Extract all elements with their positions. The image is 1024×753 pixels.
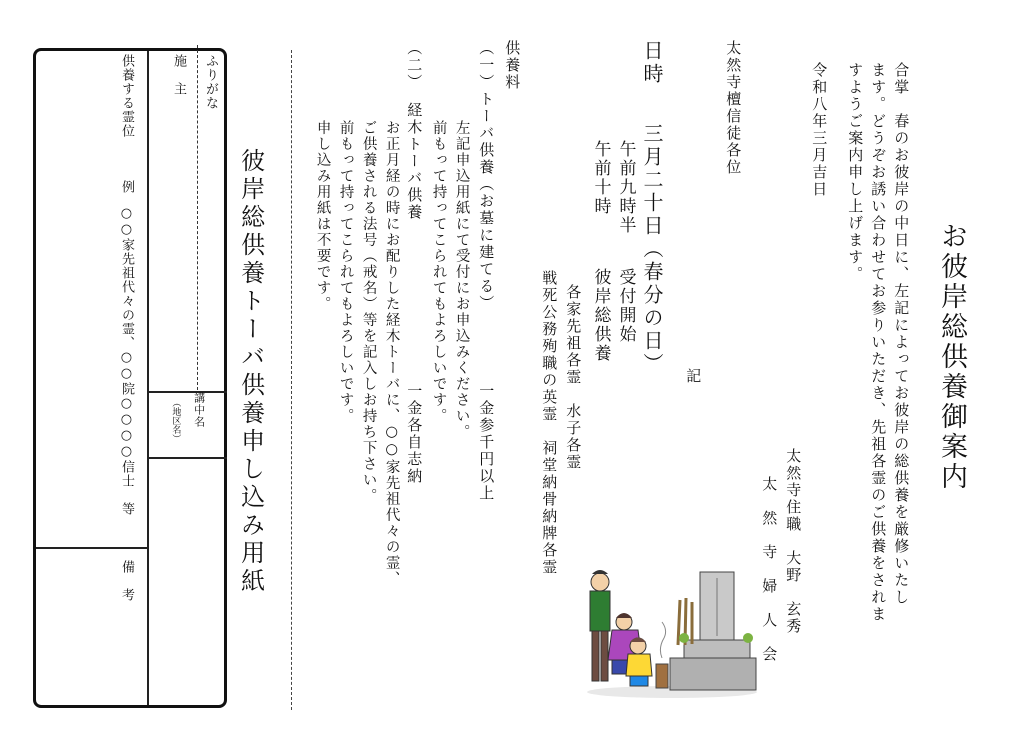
family-praying-illustration: [572, 560, 762, 700]
form-title: 彼岸総供養トーバ供養申し込み用紙: [236, 148, 265, 596]
schedule-desc-2: 彼岸総供養: [590, 268, 611, 363]
furigana-label: ふりがな: [202, 54, 218, 110]
group-name-field[interactable]: [150, 460, 190, 700]
group-name-label: 講中名: [192, 392, 206, 428]
applicant-label: 施 主: [170, 54, 186, 96]
fee-item-2-price: 一金各自志納: [405, 383, 424, 485]
example-label: 例: [118, 180, 134, 194]
signature-line: 太 然 寺 婦 人 会: [760, 476, 779, 663]
remarks-field[interactable]: [40, 560, 110, 700]
example-text: ○○家先祖代々の霊、○○院○○○○信士 等: [118, 206, 134, 516]
schedule-label: 日時: [640, 40, 664, 86]
fee-item-1-title: （一）トーバ供養（お墓に建てる）: [477, 40, 496, 312]
applicant-field[interactable]: [152, 130, 192, 380]
notice-paragraph-line: 合掌 春のお彼岸の中日に、左記によってお彼岸の総供養を厳修いたし: [892, 62, 911, 606]
fee-item-1-price: 一金参千円以上: [477, 383, 496, 502]
form-divider: [147, 457, 227, 459]
ki-mark: 記: [684, 368, 703, 385]
notice-addressee: 太然寺檀信徒各位: [724, 40, 743, 176]
fee-item-1-line: 左記申込用紙にて受付にお申込みください。: [453, 120, 470, 440]
schedule-detail: 各家先祖各霊 水子各霊: [564, 284, 583, 471]
fee-item-2-line: お正月経の時にお配りした経木トーバに、○○家先祖代々の霊、: [383, 120, 400, 587]
fees-label: 供養料: [503, 40, 522, 91]
schedule-desc-1: 受付開始: [615, 268, 636, 344]
fee-item-1-line: 前もって持ってこられてもよろしいです。: [430, 120, 447, 424]
form-divider: [147, 391, 227, 393]
fee-item-2-name: 経木トーバ供養: [405, 102, 424, 221]
schedule-time-1: 午前九時半: [615, 140, 636, 235]
notice-title: お彼岸総供養御案内: [936, 222, 968, 492]
form-divider: [36, 547, 147, 549]
schedule-time-2: 午前十時: [590, 140, 611, 216]
notice-paragraph-line: すようご案内申し上げます。: [846, 62, 865, 283]
district-label: （地区名）: [170, 398, 181, 443]
spirit-label: 供養する霊位: [118, 54, 134, 138]
remarks-label: 備 考: [118, 560, 134, 602]
fee-item-2-line: ご供養される法号（戒名）等を記入しお持ち下さい。: [360, 120, 377, 504]
notice-paragraph-line: ます。どうぞお誘い合わせてお参りいただき、先祖各霊のご供養をされま: [869, 62, 888, 623]
fee-item-2-line: 前もって持ってこられてもよろしいです。: [337, 120, 354, 424]
signature-line: 太然寺住職 大野 玄秀: [784, 448, 803, 635]
furigana-divider: [197, 45, 198, 390]
schedule-date: 三月二十日（春分の日）: [640, 123, 664, 376]
fee-item-2-line: 申し込み用紙は不要です。: [314, 120, 331, 312]
notice-date: 令和八年三月吉日: [810, 62, 829, 198]
cut-line: [291, 50, 292, 710]
schedule-detail: 戦死公務殉職の英霊 祠堂納骨納牌各霊: [540, 270, 559, 576]
spirit-field[interactable]: [40, 54, 110, 534]
form-divider: [147, 51, 149, 705]
fee-item-2-title: （二）: [405, 40, 424, 91]
